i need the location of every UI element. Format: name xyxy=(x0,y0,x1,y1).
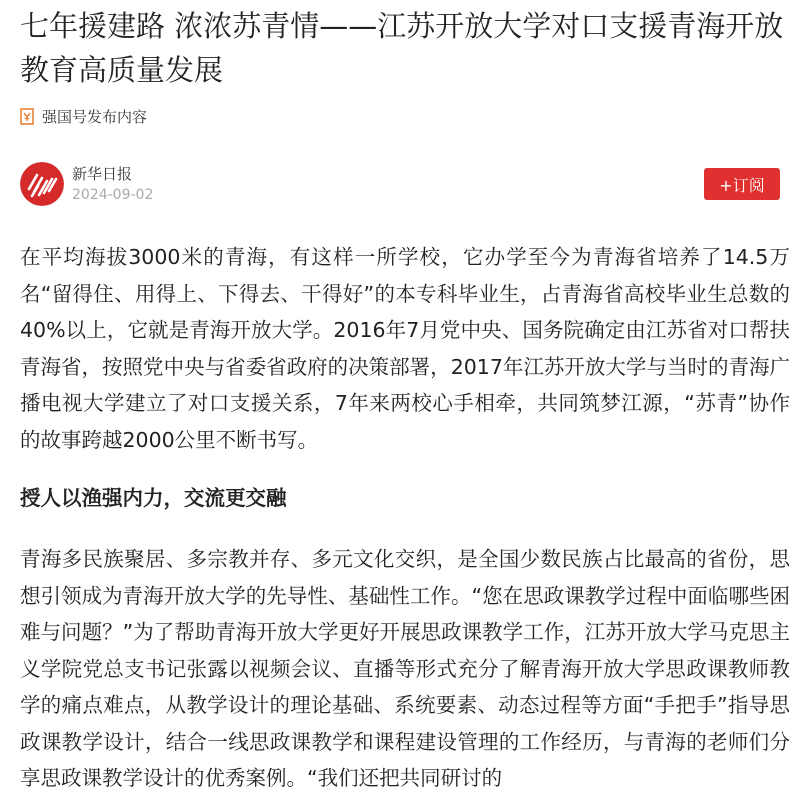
publish-date: 2024-09-02 xyxy=(72,187,154,203)
subscribe-button[interactable]: +订阅 xyxy=(704,168,780,200)
source-label: 强国号发布内容 xyxy=(42,107,148,126)
section-subheading: 授人以渔强内力，交流更交融 xyxy=(20,486,287,510)
author-bar xyxy=(20,162,780,208)
paragraph-2: 青海多民族聚居、多宗教并存、多元文化交织，是全国少数民族占比最高的省份，思想引领成为青海开放大学的先导性、基础性工作。“您在思政课教学过程中面临哪些困难与问题？”为了帮助青海开放大学更好开展思政课教学工作，江苏开放大学马克思主义学院党总支书记张露以视频会议、直播等形式充分了解青海开放大学思政课教师教学的痛点难点，从教学设计的理论基础、系统要素、动态过程等方面“手把手”指导思政课教学设计，结合一线思政课教学和课程建设管理的工作经历，与青海的老师们分享思政课教学设计的优秀案例。“我们还把共同研讨的 xyxy=(20,547,790,790)
author-name[interactable]: 新华日报 xyxy=(72,165,133,183)
article-title: 七年援建路 浓浓苏青情——江苏开放大学对口支援青海开放教育高质量发展 xyxy=(20,9,784,87)
paragraph-1: 在平均海拔3000米的青海，有这样一所学校，它办学至今为青海省培养了14.5万名“留得住、用得上、下得去、干得好”的本专科毕业生，占青海省高校毕业生总数的40%以上，它就是青海开放大学。2016年7月党中央、国务院确定由江苏省对口帮扶青海省，按照党中央与省委省政府的决策部署，2017年江苏开放大学与当时的青海广播电视大学建立了对口支援关系，7年来两校心手相牵，共同筑梦江源，“苏青”协作的故事跨越2000公里不断书写。 xyxy=(20,245,790,452)
qiangguo-badge-icon xyxy=(20,108,34,125)
source-line xyxy=(20,104,147,128)
avatar[interactable] xyxy=(20,162,64,206)
xinhua-daily-logo xyxy=(20,162,64,206)
